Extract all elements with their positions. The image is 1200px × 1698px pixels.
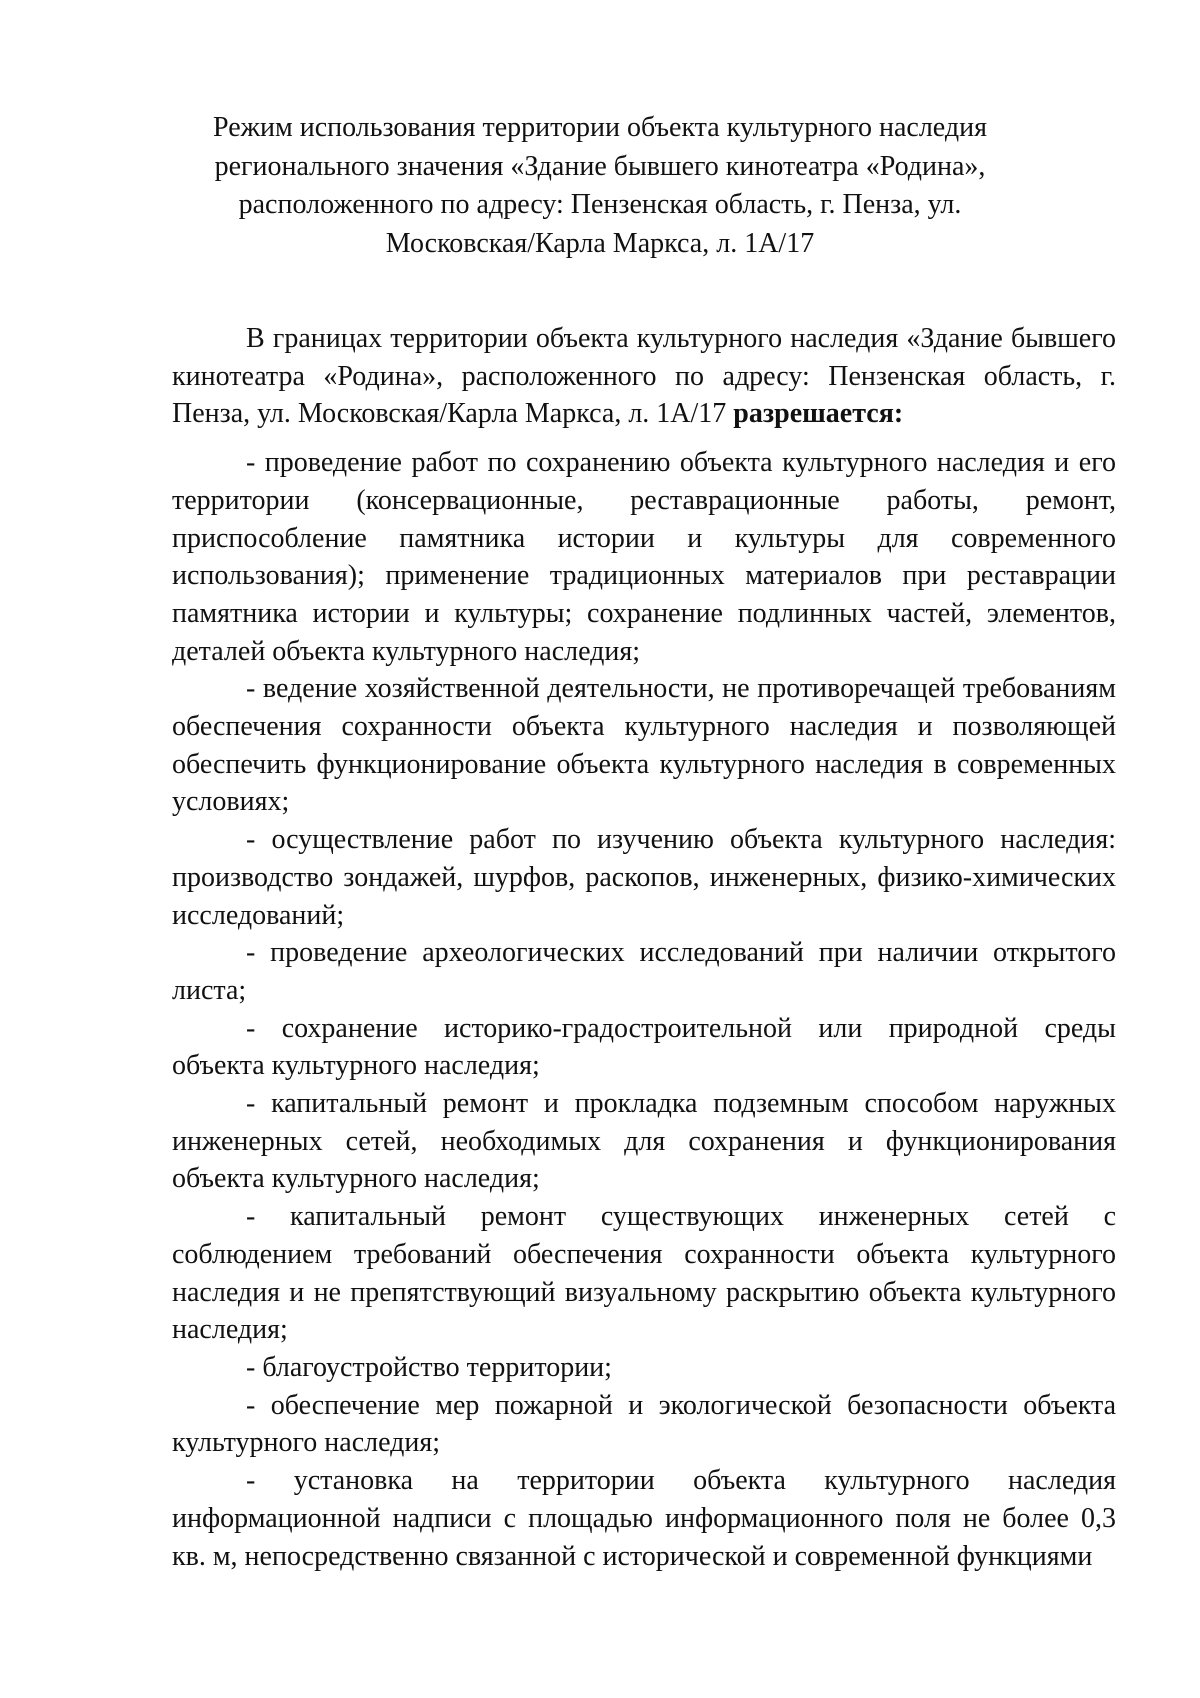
list-item: - проведение работ по сохранению объекта культурного наследия и его территории (консервационные, реставрационные работы, ремонт, приспособление памятника истории и культуры для современного использования); применение традиционных материалов при реставрации памятника истории и культуры; сохранение подлинных частей, элементов, деталей объекта культурного наследия; — [172, 447, 1116, 667]
title-line: Режим использования территории объекта культурного наследия — [213, 112, 987, 143]
list-item: - проведение археологических исследований при наличии открытого листа; — [172, 937, 1116, 1006]
intro-text: В границах территории объекта культурного наследия «Здание бывшего кинотеатра «Родина», расположенного по адресу: Пензенская область, г. Пенза, ул. Московская/Карла Маркса, л. 1А/17 — [172, 323, 1116, 430]
list-item: - установка на территории объекта культурного наследия информационной надписи с площадью информационного поля не более 0,3 кв. м, непосредственно связанной с исторической и современной функциями — [172, 1465, 1116, 1572]
list-item: - капитальный ремонт существующих инженерных сетей с соблюдением требований обеспечения сохранности объекта культурного наследия и не препятствующий визуальному раскрытию объекта культурного наследия; — [172, 1201, 1116, 1346]
title-line: регионального значения «Здание бывшего кинотеатра «Родина», — [214, 150, 986, 182]
title-line: Московская/Карла Маркса, л. 1А/17 — [385, 227, 815, 259]
list-item: - ведение хозяйственной деятельности, не противоречащей требованиям обеспечения сохранности объекта культурного наследия и позволяющей обеспечить функционирование объекта культурного наследия в современных условиях; — [172, 673, 1116, 818]
document-title — [200, 109, 1000, 263]
list-item: - капитальный ремонт и прокладка подземным способом наружных инженерных сетей, необходимых для сохранения и функционирования объекта культурного наследия; — [172, 1088, 1116, 1195]
document-body — [172, 320, 1116, 1575]
list-item: - осуществление работ по изучению объекта культурного наследия: производство зондажей, шурфов, раскопов, инженерных, физико-химических исследований; — [172, 824, 1116, 931]
list-item: - благоустройство территории; — [246, 1351, 612, 1383]
title-line: расположенного по адресу: Пензенская область, г. Пенза, ул. — [238, 189, 962, 220]
intro-paragraph — [172, 320, 1116, 433]
intro-emphasis: разрешается: — [733, 398, 904, 430]
list-item: - сохранение историко-градостроительной или природной среды объекта культурного наследия; — [172, 1012, 1116, 1082]
list-item: - обеспечение мер пожарной и экологической безопасности объекта культурного наследия; — [172, 1389, 1116, 1459]
